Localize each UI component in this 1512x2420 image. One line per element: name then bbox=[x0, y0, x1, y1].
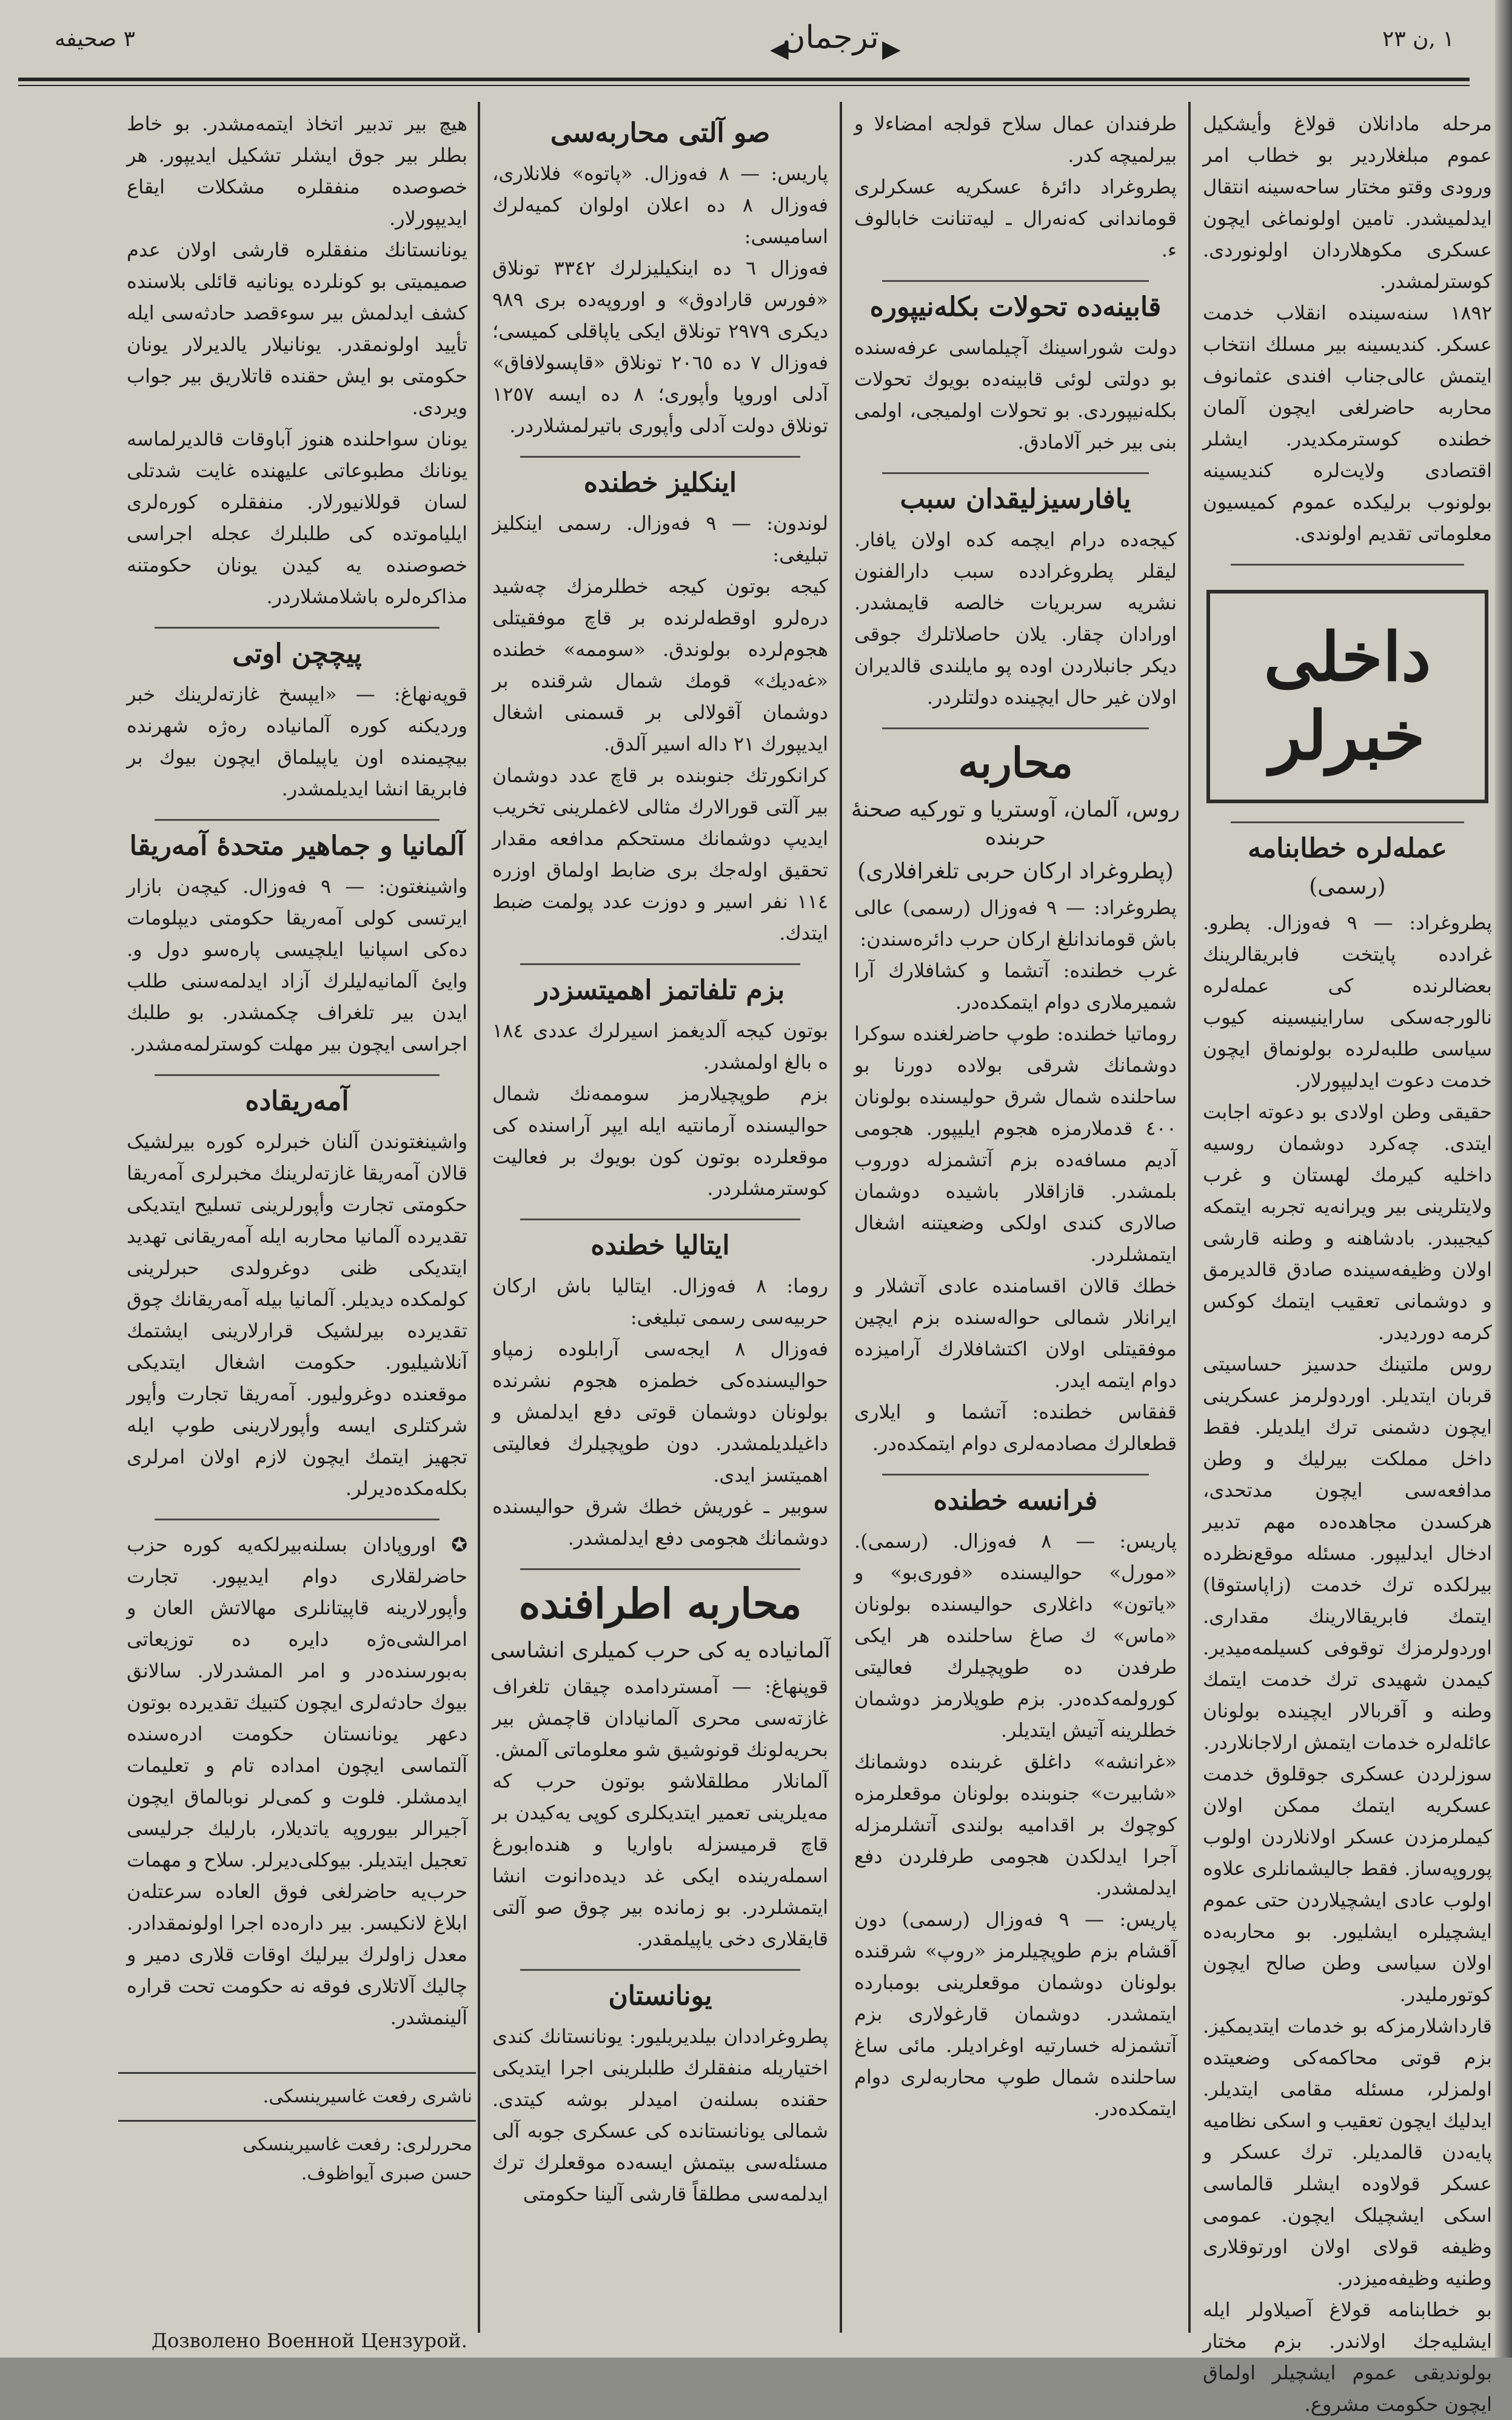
article-headline: آلمانیا و جماهیر متحدهٔ آمه‌ریقا bbox=[129, 831, 465, 861]
section-rule bbox=[882, 472, 1149, 474]
article-paragraph: کیجه‌ده درام ایچمه کده اولان یافار. لیقلر پطروغرادده سبب دارالفنون نشریه سربریات خالصه قایمشدر. اورادان چقار. یلان حاصلاتلرك جوقی دیکر جانبلاردن اوده پو مایلندی قالدیران اولان غیر حال ایچینده دولتلردر. bbox=[854, 528, 1177, 709]
article-headline: فرانسه خطنده bbox=[933, 1485, 1098, 1516]
article-paragraph: سوزلردن عسکری جوقلوق خدمت عسکریه ایتمك ممکن اولان کیملرمزدن عسکر اولانلاردن اولوب پوروپه‌ساز. فقط جالیشمانلری علاوه اولوب عادی ایشچیلاردن حتی عموم ایشچیلره ایشلیور. بو محاربه‌ده اولان سیاسی وطن صالح ایچون کوتورملیدر. bbox=[1203, 1762, 1492, 2006]
article-paragraph: پاریس: — ٨ فه‌وزال. «پاتوه» فلانلاری، فه‌وزال ٨ ده اعلان اولوان کمیه‌لرك اسامیسی: bbox=[492, 162, 829, 248]
article-headline: محاربه اطرافنده bbox=[518, 1580, 802, 1628]
article-paragraph: قوپه‌نهاغ: — «ایپسخ غازته‌لرینك خبر وردیکنه کوره آلمانیاده ره‌ژه شهرنده بیچیمنده اون یاپیلماق ایچون بیوك بر فابریقا انشا ایدیلمشدر. bbox=[127, 683, 467, 800]
editor-name: رفعت غاسیرینسکی bbox=[243, 2134, 390, 2155]
section-rule bbox=[155, 1519, 440, 1520]
article-subtitle: (رسمی) bbox=[1309, 874, 1386, 899]
censor-note: Дозволено Военной Цензурой. bbox=[152, 2329, 467, 2352]
article-paragraph: پطروغراد دائرهٔ عسکریه عسکرلری قوماندانی که‌نه‌رال ـ لیه‌تنانت خابالوف ء. bbox=[854, 175, 1177, 261]
article-paragraph: «غرانشه» داغلق غربنده دوشمانك «شابیرت» جنوبنده بولونان موقعلرمزه کوچوك بر اقدامیه بولندی آتشلرمزله آجرا ایدلکدن هجومی طرفلردن دفع ایدلمشدر. bbox=[854, 1750, 1177, 1899]
article-paragraph: کیجه بوتون کیجه خطلرمزك چه‌شید دره‌لرو اوقطه‌لرنده بر قاچ موفقیتلی هجوم‌لرده بولوندق. «سوممه» خطنده «غه‌دیك» قومك شمال شرقنده بر دوشمان آقولالی بر قسمنی اشغال ایدیپورك ٢١ داله اسیر آلدق. bbox=[492, 575, 828, 755]
column-2 bbox=[846, 108, 1185, 2339]
article-subtitle: روس، آلمان، آوستریا و تورکیه صحنهٔ حربنده bbox=[851, 797, 1180, 850]
article-paragraph: واشینغتوندن آلنان خبرلره کوره بیرلشیک قالان آمه‌ریقا غازته‌لرینك مخبرلری آمه‌ریقا حکومتی تجارت وأپورلرینی تسلیح ایتدیکی تقدیرده آلمانیا محاربه ایله آمه‌ریقانی تهدید ایتدیکی ظنی دوغرولدی حبرلرینی کولمکده دیدیلر. آلمانیا بیله آمه‌ریقانك چوق تقدیرده بیرلشیک قرارلارینی ایشتمك آنلاشیلیور. حکومت اشغال ایتدیکی موقعنده دوغرولیور. آمه‌ریقا تجارت وأپور شرکتلری ایسه وأپورلارینی طوپ ایله تجهیز ایتمك ایچون لازم اولان امرلری بکله‌مکده‌دیرلر. bbox=[127, 1130, 467, 1500]
section-rule bbox=[520, 963, 800, 965]
article-paragraph: یونان سواحلنده هنوز آباوقات قالدیرلماسه یونانك مطبوعاتی علیهنده غایت شدتلی لسان قوللانیورلار. منفقلره کوره‌لری ایلیاموتده کی طلبلرك عجله اجراسی خصوصنده یه کیدن یونان حکومتنه مذاکره‌لره باشلامشلاردر. bbox=[127, 427, 467, 608]
article bbox=[484, 974, 837, 1204]
article-paragraph: آلمانلار مطلقلاشو بوتون حرب که مه‌یلرینی تعمیر ایتدیکلری کوپی یه‌کیدن بر قاچ قرمیسزله باواریا و هنده‌ابورغ اسمله‌رینده ایکی غد دیده‌دانوت انشا ایتمشلردر. بو زمانده بیر چوق صو آلتی قایقلاری دخی یاپیلمقدر. bbox=[492, 1770, 828, 1950]
article-paragraph: روما: ٨ فه‌وزال. ایتالیا باش ارکان حربیه‌سی رسمی تبلیغی: bbox=[492, 1274, 829, 1329]
article bbox=[484, 466, 837, 949]
article-headline: ایتالیا خطنده bbox=[590, 1230, 730, 1261]
column-4 bbox=[118, 108, 476, 2066]
article-paragraph: پطروغراددان بیلدیریلیور: یونانستانك کندی اختیاریله منفقلرك طلبلرینی اجرا ایتدیکی حقنده بسلنه‌ن امیدلر بوشه کیتدی. شمالی یونانستانده کی عسکری جوبه آلی مسئله‌سی بیتمش ایسه‌ده موقعلرك ترك ایدلمه‌سی مطلقاً قارشی آلینا حکومتی bbox=[492, 2025, 828, 2205]
section-rule bbox=[520, 1218, 800, 1220]
article-paragraph: پطروغراد: — ٩ فه‌وزال. پطرو. غرادده پایتخت فابریقالرینك بعضالرنده کی عمله‌لره نالورجه‌سکی ساراینیسینه کیوب سیاسی طلبه‌لرده بولونماق ایچون خدمت دعوت ایدلیپورلار. bbox=[1203, 911, 1492, 1092]
article bbox=[484, 1579, 837, 1954]
article-paragraph: کرانکورتك جنوبنده بر قاچ عدد دوشمان بیر آلتی قورالارك مثالی لاغملرینی تخریب ایدیپ دوشمانك مستحکم مدافعه مقدار تحقیق اوله‌جك بری ضابط اولماق اوزره ١١٤ نفر اسیر و دوزت عدد پولمت ضبط ایتدك. bbox=[492, 764, 828, 944]
article-headline: بزم تلفاتمز اهمیتسزدر bbox=[535, 975, 785, 1006]
article-headline: پیچچن اوتی bbox=[232, 638, 362, 669]
right-ornament-icon: ▶ bbox=[882, 35, 901, 63]
article-paragraph: دولت شوراسینك آچیلماسی عرفه‌سنده بو دولتی لوئی قابینه‌ده بویوك تحولات بکله‌نیپوردی. بو تحولات اولمیجی، اولمی بنی بیر خبر آلامادق. bbox=[854, 336, 1177, 453]
article bbox=[846, 108, 1185, 266]
section-rule bbox=[882, 727, 1149, 729]
header-rule bbox=[18, 78, 1470, 81]
article-paragraph: روماتیا خطنده: طوپ حاضرلغنده سوکرا دوشمانك شرقی بولاده دورنا بو ساحلنده شمال شرق حولیسنده بولونان ٤٠٠ قدملارمزه هجوم ایلیپور. هجومی آدیم مسافه‌ده بزم آتشمزله دوروب بلمشدر. قازاقلار باشیده دوشمان صالاری کندی اولکی وضعیتنه اشغال ایتمشلردر. bbox=[854, 1022, 1177, 1266]
editors-block bbox=[118, 2120, 476, 2197]
article-paragraph: بو خطابنامه قولاغ آصیلاولر ایله ایشلیه‌جك اولاندر. بزم مختار بولوندیقی عموم ایشچیلر اولماق ایچون حکومت مشروع. bbox=[1203, 2298, 1492, 2416]
masthead: ترجمان bbox=[782, 19, 879, 56]
article-headline: صو آلتی محاربه‌سی bbox=[550, 118, 771, 149]
publisher-line: ناشری رفعت غاسیرینسکی. bbox=[118, 2072, 476, 2120]
article bbox=[118, 1529, 476, 2033]
section-rule bbox=[155, 819, 440, 821]
section-rule bbox=[882, 280, 1149, 282]
article-paragraph: پاریس: — ٩ فه‌وزال (رسمی) دون آقشام بزم طوپچیلرمز «روپ» شرقنده بولونان دوشمان موقعلرینی بومبارده ایتمشدر. دوشمان قارغولاری بزم آتشمزله خسارتیه اوغرادیلر. مائی ساغ ساحلنده شمال طوپ محاربه‌لری دوام ایتمکده‌در. bbox=[854, 1908, 1177, 2120]
article-paragraph: مرحله مادانلان قولاغ وأیشکیل عموم مبلغلاردیر بو خطاب امر ورودی وقتو مختار ساحه‌سینه انتقال ایدلمیشدر. تامین اولونماغی ایچون عسکری مکوهلاردان اولونوردی. کوسترلمشدر. bbox=[1203, 112, 1492, 293]
article-paragraph: روس ملتینك حدسیز حساسیتی قربان ایتدیلر. اوردولرمز عسکرینی ایچون دشمنی ترك ایلدیلر. فقط داخل مملکت بیرلیك و وطن مدافعه‌سی ایچون مدتحدی، هرکسدن مجاهده‌ده مهم تدبیر ادخال ایدلیپور. مسئله موقع‌نظرده بیرلکده ترك خدمت (زاپاستوقا) ایتمك فابریقالارینك مقداری. اوردولرمزك توقوفی کسیلمه‌میدیر. کیمدن شهیدی ترك خدمت ایتمك وطنه و آقربالار ایچینده بولونان عائله‌لره خدمات ایتمش ارلاجانلاردر. bbox=[1203, 1352, 1492, 1754]
section-rule bbox=[1231, 821, 1464, 823]
article bbox=[484, 116, 837, 441]
article bbox=[118, 1085, 476, 1504]
article bbox=[118, 637, 476, 804]
article-paragraph: پطروغراد: — ٩ فه‌وزال (رسمی) عالی باش قوماندانلغ ارکان حرب دائره‌سندن: bbox=[854, 896, 1177, 951]
section-rule bbox=[155, 1074, 440, 1076]
article bbox=[846, 738, 1185, 1459]
article-headline: آمه‌ریقاده bbox=[245, 1086, 349, 1117]
section-rule bbox=[882, 1474, 1149, 1476]
article-paragraph: یونانستانك منفقلره قارشی اولان عدم صمیمیتی بو کونلرده یونانیه قائلی بلاسنده کشف ایدلمش بیر سوءقصد حادثه‌سی ایله تأیید اولونمقدر. یونانیلار یالدیرلار یونان حکومتی بو ایش حقنده قاتلاریق بیر جواب ویردی. bbox=[127, 238, 467, 419]
article bbox=[484, 1979, 837, 2210]
section-rule bbox=[520, 1969, 800, 1971]
issue-number: ١ ,ن ٢٣ bbox=[1382, 27, 1454, 52]
article-paragraph: قفقاس خطنده: آتشما و ایلاری قطعالرك مصادمه‌لری دوام ایتمکده‌در. bbox=[854, 1400, 1177, 1455]
article bbox=[118, 829, 476, 1060]
article-paragraph: خطك قالان اقسامنده عادی آتشلار و ایرانلار شمالی حواله‌سنده بزم ایچین موفقیتلی اولان اکتشافلارك آرامیزده دوام ایتمه ایدر. bbox=[854, 1274, 1177, 1392]
header-rule-thin bbox=[18, 85, 1470, 86]
article-headline: یونانستان bbox=[608, 1980, 712, 2011]
article-subtitle: (پطروغراد ارکان حربی تلغرافلاری) bbox=[857, 859, 1174, 884]
article-paragraph: طرفندان عمال سلاح قولجه امضاءلا و بیرلمیچه کدر. bbox=[854, 112, 1177, 167]
article-headline: محاربه bbox=[958, 739, 1073, 787]
article-subtitle: آلمانیاده یه کی حرب کمیلری انشاسی bbox=[490, 1638, 831, 1663]
column-rule bbox=[1188, 102, 1191, 2333]
column-rule bbox=[840, 102, 842, 2333]
section-banner: داخلی خبرلر bbox=[1206, 590, 1488, 803]
editors-label: محررلری: bbox=[396, 2134, 472, 2155]
column-rule bbox=[478, 102, 480, 2333]
section-rule bbox=[520, 456, 800, 458]
article-paragraph: قوپنهاغ: — آمستردامده چیقان تلغراف غازته‌سی محری آلمانیادان قاچمش بیر بحریه‌لونك قونوشیق شو معلوماتی آلمش. bbox=[492, 1675, 828, 1761]
article bbox=[1194, 832, 1500, 2420]
article-headline: عمله‌لره خطابنامه bbox=[1248, 833, 1447, 864]
article-paragraph: حقیقی وطن اولادی بو دعوته اجابت ایتدی. چه‌کرد دوشمان روسیه داخلیه کیرمك لهستان و غرب ولایتلرینی بیر ویرانه‌یه تجربه ایتمکه کیجیبدر. بادشاهنه و وطنه قارشی اولان وظیفه‌سینده صادق قالدیرمق و دوشمانی تعقیب ایتمك کوکس کرمه دوردیدر. bbox=[1203, 1100, 1492, 1344]
article bbox=[1194, 590, 1500, 803]
article-headline: یافارسیزلیقدان سبب bbox=[900, 484, 1131, 515]
article-paragraph: لوندون: — ٩ فه‌وزال. رسمی اینکلیز تبلیغی: bbox=[492, 512, 828, 566]
article-paragraph: پاریس: — ٨ فه‌وزال. (رسمی). «مورل» حوالیسنده «فوری‌بو» و «یاتون» داغلاری حوالیسنده بولونان «ماس» ك صاغ ساحلنده هر ایکی طرفدن ده طوپچیلرك فعالیتی کورولمه‌کده‌در. بزم طوپلارمز دوشمان خطلرینه آتیش ایتدیلر. bbox=[854, 1529, 1177, 1742]
column-1 bbox=[1194, 108, 1500, 2416]
editor-name: حسن صبری آیواظوف. bbox=[301, 2163, 472, 2184]
article-paragraph: هیچ بیر تدبیر اتخاذ ایتمه‌مشدر. بو خاط بطلر بیر جوق ایشلر تشکیل ایدیپور. هر خصوصده منفقلره مشکلات ایقاع ایدیپورلار. bbox=[127, 112, 467, 230]
article-headline: قابینه‌ده تحولات بکله‌نیپوره bbox=[869, 292, 1162, 323]
article-paragraph: فه‌وزال ٨ ایجه‌سی آرابلوده زمپاو حوالیسنده‌کی خطمزه هجوم نشرنده بولونان دوشمان قوتی دفع ایدلمش و داغیلدیلمشدر. دون طوپچیلرك فعالیتی اهمیتسز ایدی. bbox=[492, 1337, 829, 1486]
article bbox=[484, 1229, 837, 1554]
article bbox=[846, 1484, 1185, 2124]
credits-box bbox=[118, 2072, 476, 2197]
article-paragraph: قارداشلارمزکه بو خدمات ایتدیمکیز. بزم قوتی محاکمه‌کی وضعیتده اولمزلر، مسئله مقامی ایتدیلر. ایدلیك ایچون تعقیب و اسکی نظامیه پایه‌دن قالمدیلر. ترك عسکر و عسکر قولاوده ایشلر قالماسی اسکی ایشچیلک ایچون. عمومی وظیفه قولای اولان اورتوقلاری وطنیه وظیفه‌میزدر. bbox=[1203, 2014, 1492, 2290]
section-rule bbox=[155, 627, 440, 629]
article-paragraph: غرب خطنده: آتشما و کشافلارك آرا شمیرملاری دوام ایتمکده‌در. bbox=[854, 959, 1177, 1014]
page-label: ٣ صحيفه bbox=[55, 27, 135, 52]
article bbox=[118, 108, 476, 612]
article-paragraph: فه‌وزال ٦ ده اینکیلیزلرك ٣٣٤٢ تونلاق «فورس قارادوق» و اوروپه‌ده بری ٩٨٩ دیکری ٢٩٧٩ تونلاق ایکی یاپاقلی کمیسی؛ فه‌وزال ٧ ده ٢٠٦٥ تونلاق «قاپسولافاق» آدلی اوروپا وأپوری؛ ٨ ده ایسه ١٢٥٧ تونلاق دولت آدلی وأپوری باتیرلمشلاردر. bbox=[492, 256, 829, 437]
article bbox=[846, 483, 1185, 713]
section-rule bbox=[1231, 564, 1464, 566]
article bbox=[1194, 108, 1500, 549]
article-paragraph: واشینغتون: — ٩ فه‌وزال. کیچه‌ن بازار ایرتسی کولی آمه‌ریقا حکومتی دیپلومات ده‌کی اسپانیا ایلچیسی پاره‌سو دول و. وایئ آلمانیه‌لیلرك آزاد ایدلمه‌سنی طلب ایدن بیر تلغراف چکمشدر. بو طلبك اجراسی ایچون بیر مهلت کوسترلمه‌مشدر. bbox=[127, 875, 468, 1055]
left-ornament-icon: ◀ bbox=[770, 35, 789, 63]
article bbox=[846, 290, 1185, 458]
article-paragraph: سوبیر ـ غوریش خطك شرق حوالیسنده دوشمانك هجومی دفع ایدلمشدر. bbox=[492, 1495, 828, 1549]
article-paragraph: بزم طوپچیلارمز سوممه‌نك شمال حوالیسنده آرمانتیه ایله ایپر آراسنده کی موقعلرده بوتون کون بویوك بر فعالیت کوسترمشلردر. bbox=[492, 1082, 828, 1200]
article-paragraph: ✪ اوروپادان بسلنه‌بیرلکه‌یه کوره حزب حاضرلقلاری دوام ایدیپور. تجارت وأپورلارینه قاپیتانلری مهالاتش العان و امرالشی‌ه‌ژه دایره ده توزیعاتی به‌بور‌سنده‌در و امر المشدرلار. سالانق بیوك حادثه‌لری ایچون کتبیك تقدیرده بوتون دعهر یونانستان حکومت ادره‌سنده آلتماسی ایچون امداده تام و تعلیمات ایدمشلر. فلوت و کمی‌لر نوبالماق ایچون آجیرالر بیوروپه یاتدیلار، بارلیك جرلیسی تعجیل ایتدیلر. بیوکلی‌دیرلر. سلاح و مهمات حرب‌یه حاضرلغی فوق العاده سرعتله‌ن ابلاغ لانکیسر. بیر داره‌ده اجرا اولونمقدادر. معدل زاولرك بیرلیك اوقات قلاری دمیر و چالیك آلاتلاری فوقه نه حکومت تحت قراره آلینمشدر. bbox=[127, 1533, 467, 2029]
column-3 bbox=[484, 108, 837, 2339]
article-headline: اینکلیز خطنده bbox=[583, 467, 737, 498]
article-paragraph: بوتون کیجه آلدیغمز اسیرلرك عددی ١٨٤ ه بالغ اولمشدر. bbox=[492, 1019, 828, 1074]
section-rule bbox=[520, 1568, 800, 1570]
article-paragraph: ١٨٩٢ سنه‌سینده انقلاب خدمت عسکر. کندیسینه بیر مسلك انتخاب ایتمش عالی‌جناب افندی عثمانوف محاربه حاضرلغی ایچون آلمان خطنده کوسترمکدیدر. ایشلر اقتصادی ولایت‌لره کندیسینه بولونوب برلیکده عموم کمیسیون معلوماتی تقدیم اولوندی. bbox=[1203, 301, 1492, 545]
